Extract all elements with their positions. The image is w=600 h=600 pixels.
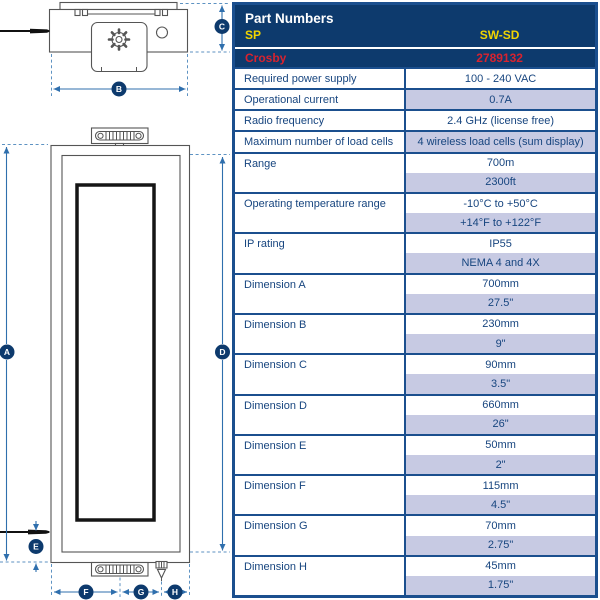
table-row bbox=[235, 109, 595, 130]
spec-value: 2.4 GHz (license free) bbox=[406, 111, 595, 130]
spec-value: 26" bbox=[406, 415, 595, 434]
spec-value: -10°C to +50°C bbox=[406, 194, 595, 213]
table-row bbox=[235, 130, 595, 151]
crosby-row bbox=[235, 47, 595, 67]
spec-label: Dimension C bbox=[235, 355, 404, 393]
table-row bbox=[235, 232, 595, 272]
spec-label: Dimension A bbox=[235, 275, 404, 313]
dim-label-f: F bbox=[83, 587, 89, 597]
table-row bbox=[235, 67, 595, 88]
spec-label: Dimension F bbox=[235, 476, 404, 514]
spec-value: 0.7A bbox=[406, 90, 595, 109]
top-bracket-icon bbox=[92, 128, 149, 146]
spec-value: +14°F to +122°F bbox=[406, 213, 595, 232]
spec-value: 9" bbox=[406, 334, 595, 353]
spec-label: IP rating bbox=[235, 234, 404, 272]
front-view-drawing bbox=[0, 128, 230, 600]
dimension-f-lines bbox=[54, 585, 118, 600]
spec-value: 27.5" bbox=[406, 294, 595, 313]
spec-label: Dimension G bbox=[235, 516, 404, 554]
spec-value: 4.5" bbox=[406, 495, 595, 514]
dimension-d-lines bbox=[215, 157, 230, 551]
spec-label: Dimension H bbox=[235, 557, 404, 595]
table-row bbox=[235, 273, 595, 313]
dimension-g-lines bbox=[123, 585, 160, 600]
power-cable-front-icon bbox=[0, 530, 50, 535]
spec-value: 115mm bbox=[406, 476, 595, 495]
crosby-part-number: 2789132 bbox=[476, 51, 523, 65]
table-row bbox=[235, 353, 595, 393]
dim-label-c: C bbox=[218, 21, 226, 32]
gear-icon bbox=[109, 30, 129, 50]
spec-value: 1.75" bbox=[406, 576, 595, 595]
column-header-swsd: SW-SD bbox=[479, 28, 520, 42]
spec-value: 700mm bbox=[406, 275, 595, 294]
spec-label: Radio frequency bbox=[235, 111, 404, 130]
table-row bbox=[235, 434, 595, 474]
spec-value: 3.5" bbox=[406, 374, 595, 393]
spec-table bbox=[232, 2, 598, 598]
dim-label-d: D bbox=[219, 347, 226, 357]
spec-label: Operating temperature range bbox=[235, 194, 404, 232]
antenna-connector-icon bbox=[156, 562, 167, 582]
spec-label: Operational current bbox=[235, 90, 404, 109]
spec-label: Dimension D bbox=[235, 396, 404, 434]
dimension-h-lines bbox=[164, 585, 187, 600]
spec-value: 4 wireless load cells (sum display) bbox=[406, 132, 595, 151]
spec-value: 90mm bbox=[406, 355, 595, 374]
spec-value: 70mm bbox=[406, 516, 595, 535]
spec-value: 2.75" bbox=[406, 536, 595, 555]
spec-value: 45mm bbox=[406, 557, 595, 576]
dim-label-h: H bbox=[171, 587, 179, 597]
dim-label-b: B bbox=[115, 84, 123, 94]
dimension-a-lines bbox=[0, 147, 15, 561]
spec-label: Required power supply bbox=[235, 69, 404, 88]
spec-value: 100 - 240 VAC bbox=[406, 69, 595, 88]
table-row bbox=[235, 514, 595, 554]
bottom-bracket-icon bbox=[92, 563, 149, 577]
table-row bbox=[235, 474, 595, 514]
spec-value: 660mm bbox=[406, 396, 595, 415]
spec-label: Dimension E bbox=[235, 436, 404, 474]
spec-label: Range bbox=[235, 154, 404, 192]
technical-drawing bbox=[0, 0, 232, 600]
spec-value: 50mm bbox=[406, 436, 595, 455]
table-title: Part Numbers bbox=[245, 11, 334, 26]
table-row bbox=[235, 394, 595, 434]
table-row bbox=[235, 555, 595, 595]
spec-value: NEMA 4 and 4X bbox=[406, 253, 595, 272]
button-circle-icon bbox=[157, 27, 168, 38]
dim-label-a: A bbox=[3, 347, 11, 357]
display-window bbox=[77, 185, 154, 520]
spec-value: 700m bbox=[406, 154, 595, 173]
dim-label-e: E bbox=[33, 541, 39, 552]
power-cable-top-icon bbox=[0, 29, 50, 34]
spec-value: 230mm bbox=[406, 315, 595, 334]
spec-value: 2300ft bbox=[406, 173, 595, 192]
table-row bbox=[235, 152, 595, 192]
spec-label: Maximum number of load cells bbox=[235, 132, 404, 151]
table-row bbox=[235, 192, 595, 232]
spec-label: Dimension B bbox=[235, 315, 404, 353]
table-header bbox=[235, 5, 595, 47]
dimension-e-lines bbox=[29, 521, 44, 572]
dimension-drawing-svg bbox=[0, 0, 232, 600]
column-header-sp: SP bbox=[245, 28, 262, 42]
spec-value: IP55 bbox=[406, 234, 595, 253]
spec-value: 2" bbox=[406, 455, 595, 474]
table-row bbox=[235, 88, 595, 109]
dim-label-g: G bbox=[137, 587, 145, 597]
crosby-label: Crosby bbox=[245, 51, 287, 65]
top-view-drawing bbox=[0, 3, 230, 97]
table-row bbox=[235, 313, 595, 353]
